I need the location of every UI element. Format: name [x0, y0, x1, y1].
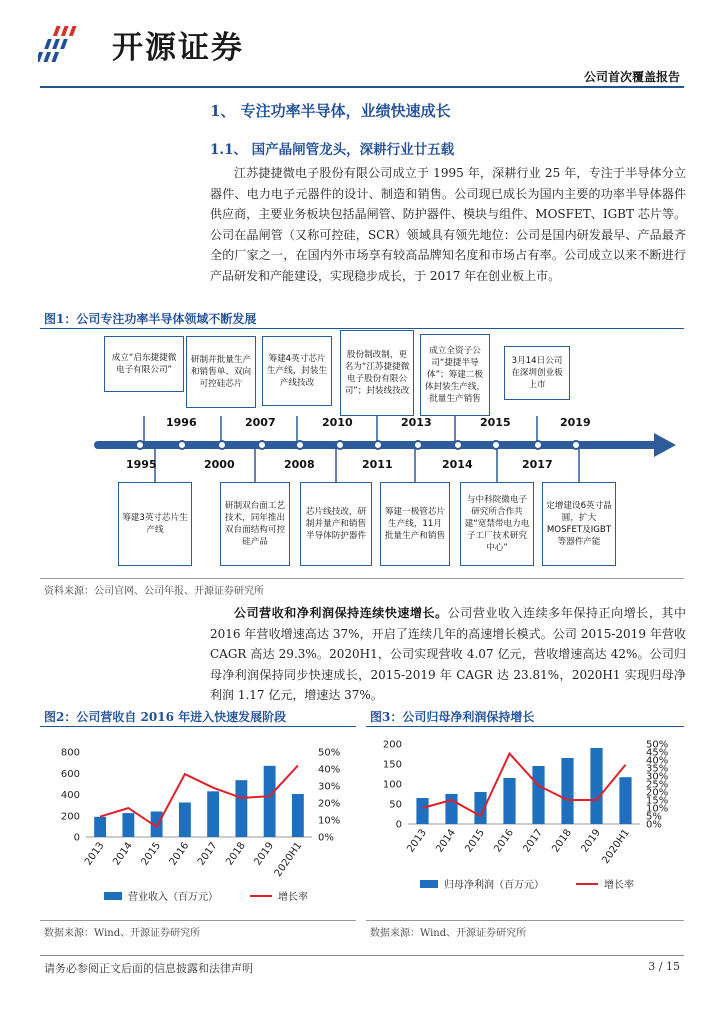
- bar-2017: [532, 766, 544, 824]
- timeline-year-2007: 2007: [245, 416, 276, 429]
- company-timeline: [40, 330, 684, 575]
- y2-tick-label: 5%: [646, 811, 662, 823]
- intro-paragraph: 江苏捷捷微电子股份有限公司成立于 1995 年，深耕行业 25 年，专注于半导体分立器件、电力电子元器件的设计、制造和销售。公司现已成长为国内主要的功率半导体器件供应商，主要业务板块包括晶闸管、防护器件、模块与组件、MOSFET、IGBT 芯片等。公司在晶闸管（又称可控硅，SCR）领域具有领先地位：公司是国内研发最早、产品最齐全的厂家之一，在国内外市场享有较高品牌知名度和市场占有率。公司成立以来不断进行产品研发和产能建设，实现稳步成长，于 2017 年在创业板上市。: [210, 166, 686, 283]
- x-tick-label: 2014: [111, 840, 135, 868]
- y-tick-label: 0: [73, 832, 80, 844]
- y2-tick-label: 10%: [318, 815, 341, 827]
- y-tick-label: 400: [60, 790, 80, 801]
- header-divider: [40, 86, 684, 88]
- legend-bar-swatch: [104, 892, 122, 900]
- bar-2019: [590, 748, 602, 824]
- timeline-tick: [136, 441, 144, 449]
- y2-tick-label: 50%: [318, 747, 341, 759]
- figure1-bottom-rule: [40, 578, 684, 579]
- figure3-title: 图3：公司归母净利润保持增长: [370, 710, 535, 724]
- bar-2020H1: [292, 794, 304, 837]
- timeline-event-top-6: 3月14日公司在深圳创业板上市: [504, 346, 570, 400]
- y2-tick-label: 40%: [318, 764, 341, 776]
- x-tick-label: 2017: [521, 827, 545, 855]
- x-tick-label: 2020H1: [272, 840, 305, 879]
- timeline-event-bottom-4: 筹建一极管芯片生产线，11月批量生产和销售: [380, 482, 450, 566]
- x-tick-label: 2016: [167, 840, 192, 868]
- timeline-tick: [258, 441, 266, 449]
- y-tick-label: 200: [60, 811, 80, 823]
- legend-bar-swatch: [420, 880, 438, 888]
- timeline-event-bottom-5: 与中科院微电子研究所合作共建“宽禁带电力电子工厂技术研究中心”: [460, 482, 534, 566]
- bar-2013: [416, 798, 428, 824]
- x-tick-label: 2019: [252, 840, 277, 868]
- timeline-year-2013: 2013: [401, 416, 432, 429]
- bar-2014: [445, 794, 457, 824]
- legend-line-swatch: [250, 895, 272, 897]
- timeline-tick: [296, 441, 304, 449]
- y2-tick-label: 0%: [318, 832, 334, 844]
- timeline-year-1995: 1995: [126, 458, 157, 471]
- figure3-bottom-rule: [366, 920, 684, 921]
- bar-2017: [207, 791, 219, 837]
- timeline-tick: [336, 441, 344, 449]
- bar-2016: [503, 778, 515, 824]
- y2-tick-label: 40%: [646, 755, 669, 767]
- legend-bar-label: 营业收入（百万元）: [128, 892, 218, 903]
- figure1-source: 资料来源：公司官网、公司年报、开源证券研究所: [44, 586, 264, 597]
- timeline-year-2017: 2017: [522, 458, 553, 471]
- y2-tick-label: 50%: [646, 739, 669, 751]
- bar-2016: [179, 802, 191, 837]
- subsection-heading: 1.1、 国产晶闸管龙头，深耕行业廿五载: [210, 142, 455, 158]
- timeline-event-top-3: 筹建4英寸芯片生产线，封装生产线技改: [262, 336, 332, 406]
- timeline-tick: [572, 441, 580, 449]
- x-tick-label: 2018: [550, 827, 574, 855]
- legend-line-swatch: [576, 883, 598, 885]
- timeline-year-2015: 2015: [480, 416, 511, 429]
- timeline-tick: [374, 441, 382, 449]
- bar-2013: [94, 817, 106, 837]
- legend-line-label: 增长率: [278, 892, 308, 903]
- timeline-event-top-2: 研制并批量生产和销售单、双向可控硅芯片: [186, 336, 256, 408]
- x-tick-label: 2016: [492, 827, 516, 855]
- timeline-year-2008: 2008: [284, 458, 315, 471]
- bar-2020H1: [619, 777, 631, 824]
- y2-tick-label: 45%: [646, 747, 669, 759]
- revenue-chart: [40, 732, 356, 902]
- timeline-event-bottom-6: 定增建设6英寸晶圆，扩大MOSFET及IGBT等器件产能: [542, 482, 616, 566]
- y-tick-label: 800: [60, 747, 80, 759]
- y2-tick-label: 10%: [646, 803, 669, 815]
- y-tick-label: 600: [60, 768, 80, 780]
- y-tick-label: 200: [382, 739, 402, 751]
- figure2-top-rule: [40, 726, 356, 727]
- bar-2018: [561, 758, 573, 824]
- x-tick-label: 2013: [82, 840, 107, 868]
- bar-2019: [264, 766, 276, 837]
- timeline-year-2014: 2014: [442, 458, 473, 471]
- growth-paragraph: [210, 603, 686, 706]
- x-tick-label: 2015: [139, 840, 164, 868]
- y2-tick-label: 20%: [646, 787, 669, 799]
- figure3-top-rule: [366, 726, 684, 727]
- timeline-year-2000: 2000: [204, 458, 235, 471]
- timeline-event-bottom-2: 研制双台面工艺技术，同年推出双台面结构可控硅产品: [220, 482, 290, 566]
- x-tick-label: 2013: [405, 827, 429, 855]
- figure2-title: 图2：公司营收自 2016 年进入快速发展阶段: [44, 710, 287, 724]
- legend-bar-label: 归母净利润（百万元）: [444, 880, 544, 891]
- y2-tick-label: 15%: [646, 795, 669, 807]
- y2-tick-label: 25%: [646, 779, 669, 791]
- y-tick-label: 150: [382, 759, 402, 771]
- timeline-event-top-5: 成立全资子公司“捷捷半导体”；筹建二极体封装生产线，批量生产销售: [420, 334, 490, 416]
- timeline-year-2010: 2010: [322, 416, 353, 429]
- y2-tick-label: 35%: [646, 763, 669, 775]
- timeline-event-top-4: 股份制改制，更名为“江苏捷捷微电子股份有限公司”；封装线技改: [340, 330, 414, 416]
- y-tick-label: 50: [389, 799, 402, 811]
- section-heading: 1、 专注功率半导体，业绩快速成长: [210, 102, 451, 120]
- figure3-legend: [420, 876, 634, 891]
- timeline-tick: [454, 441, 462, 449]
- timeline-year-1996: 1996: [166, 416, 197, 429]
- timeline-event-bottom-1: 筹建3英寸芯片生产线: [118, 482, 192, 566]
- y2-tick-label: 0%: [646, 819, 662, 831]
- footer-divider: [40, 955, 684, 956]
- figure2-source: 数据来源：Wind、开源证券研究所: [44, 928, 201, 939]
- brand-logo-icon: [38, 22, 108, 68]
- y-tick-label: 0: [395, 819, 402, 831]
- y2-tick-label: 30%: [646, 771, 669, 783]
- legend-line-label: 增长率: [604, 880, 634, 891]
- bar-2018: [235, 780, 247, 837]
- x-tick-label: 2017: [195, 840, 220, 868]
- figure1-top-rule: [40, 328, 684, 329]
- timeline-tick: [492, 441, 500, 449]
- x-tick-label: 2019: [579, 827, 603, 855]
- bar-2014: [122, 813, 134, 837]
- figure1-title: 图1：公司专注功率半导体领域不断发展: [44, 312, 257, 326]
- timeline-tick: [218, 441, 226, 449]
- timeline-year-2011: 2011: [362, 458, 393, 471]
- y2-tick-label: 20%: [318, 798, 341, 810]
- x-tick-label: 2014: [434, 827, 458, 855]
- timeline-tick: [178, 441, 186, 449]
- y-tick-label: 100: [382, 779, 402, 791]
- x-tick-label: 2015: [463, 827, 487, 855]
- timeline-year-2019: 2019: [560, 416, 591, 429]
- x-tick-label: 2018: [224, 840, 248, 868]
- page-number: 3 / 15: [648, 960, 680, 973]
- timeline-tick: [414, 441, 422, 449]
- timeline-tick: [534, 441, 542, 449]
- timeline-event-top-1: 成立“启东捷捷微电子有限公司”: [104, 336, 184, 392]
- figure2-legend: [104, 888, 308, 903]
- growth-paragraph-body: 公司营业收入连续多年保持正向增长，其中 2016 年营收增速高达 37%，开启了连续几年的高速增长模式。公司 2015-2019 年营收 CAGR 高达 29.3%。2020H1，公司实现营收 4.07 亿元，营收增速高达 42%。公司归母净利润保持同步快速成长，2015-2019 年 CAGR 达 23.81%，2020H1 实现归母净利润 1.17 亿元，增速达 37%。: [210, 606, 686, 702]
- growth-paragraph-lead: 公司营收和净利润保持连续快速增长。: [234, 606, 448, 620]
- brand-name: 开源证券: [112, 30, 244, 66]
- report-type: 公司首次覆盖报告: [583, 70, 680, 84]
- timeline-event-bottom-3: 芯片线技改，研制并量产和销售半导体防护器件: [300, 482, 372, 566]
- figure3-source: 数据来源：Wind、开源证券研究所: [370, 928, 527, 939]
- figure2-bottom-rule: [40, 920, 356, 921]
- y2-tick-label: 30%: [318, 781, 341, 793]
- x-tick-label: 2020H1: [600, 827, 632, 866]
- footer-disclaimer: 请务必参阅正文后面的信息披露和法律声明: [44, 962, 253, 975]
